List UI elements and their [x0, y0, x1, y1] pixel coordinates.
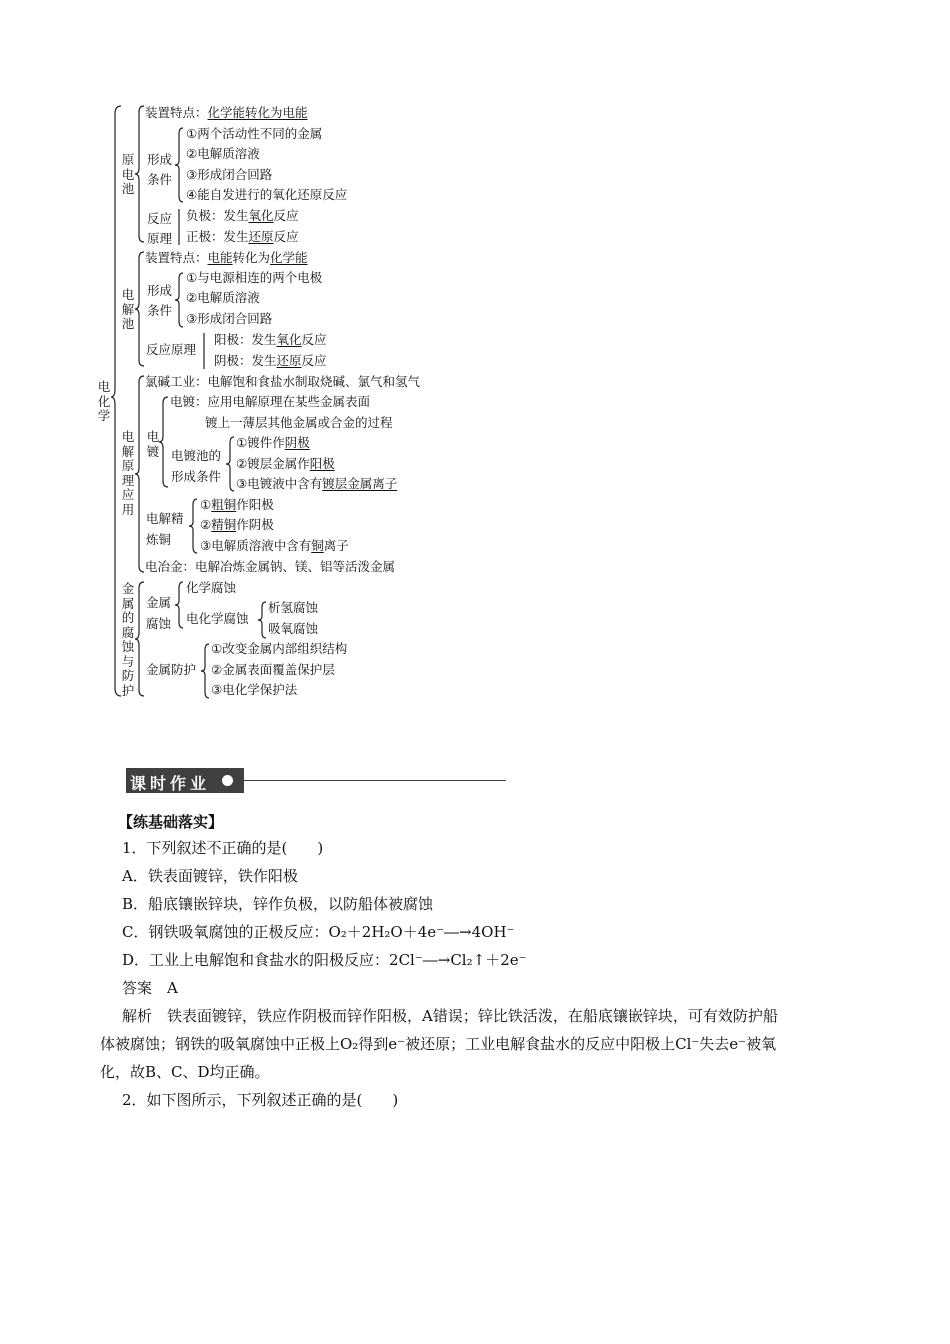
- oxygen-absorption-corrosion: 吸氧腐蚀: [268, 621, 319, 636]
- banner-dot-icon: [222, 775, 233, 786]
- plating-definition-1: 电镀：应用电解原理在某些金属表面: [170, 394, 371, 409]
- plating-condition-3: ③电镀液中含有镀层金属离子: [236, 476, 398, 491]
- chlor-alkali: 氯碱工业：电解饱和食盐水制取烧碱、氯气和氢气: [145, 374, 421, 389]
- q1-analysis-line-3: 化，故B、C、D均正确。: [100, 1063, 270, 1081]
- refining-item-2: ②精铜作阴极: [200, 517, 274, 532]
- protection-1: ①改变金属内部组织结构: [211, 641, 348, 656]
- q1-option-d: D．工业上电解饱和食盐水的阳极反应：2Cl⁻―→Cl₂↑＋2e⁻: [122, 951, 527, 969]
- plating-brace: [158, 395, 170, 489]
- plating-cell-brace: [226, 435, 236, 493]
- plating-cell-label: 电镀池的 形成条件: [171, 448, 222, 484]
- refining-item-3: ③电解质溶液中含有铜离子: [200, 538, 349, 553]
- application-label: 电解原理应用: [121, 429, 135, 517]
- q1-analysis-line-2: 体被腐蚀；钢铁的吸氧腐蚀中正极上O₂得到e⁻被还原；工业电解食盐水的反应中阳极上Cl⁻失去e⁻被氧: [100, 1035, 777, 1053]
- electrolytic-anode: 阳极：发生氧化反应: [214, 332, 327, 347]
- refining-brace: [189, 497, 199, 555]
- protection-3: ③电化学保护法: [211, 682, 298, 697]
- galvanic-condition-4: ④能自发进行的氧化还原反应: [186, 187, 348, 202]
- galvanic-form-label: 形成 条件: [147, 152, 173, 187]
- galvanic-condition-2: ②电解质溶液: [186, 146, 260, 161]
- corrosion-label: 金属的腐蚀与防护: [121, 581, 135, 698]
- electrolytic-condition-3: ③形成闭合回路: [186, 311, 273, 326]
- q1-analysis-line-1: 解析 铁表面镀锌，铁应作阴极而锌作阳极，A错误；锌比铁活泼，在船底镶嵌锌块，可有效防护船: [122, 1007, 778, 1025]
- electrolytic-condition-1: ①与电源相连的两个电极: [186, 270, 323, 285]
- root-label: 电化学: [97, 379, 111, 423]
- plating-condition-1: ①镀件作阴极: [236, 435, 310, 450]
- plating-condition-2: ②镀层金属作阳极: [236, 456, 335, 471]
- galvanic-condition-3: ③形成闭合回路: [186, 167, 273, 182]
- section-heading: 【练基础落实】: [118, 813, 224, 831]
- electro-metallurgy: 电冶金：电解冶炼金属钠、镁、铝等活泼金属: [145, 559, 396, 574]
- protection-label: 金属防护: [146, 662, 197, 677]
- electrolytic-label: 电解池: [121, 287, 135, 331]
- galvanic-principle-brace: [176, 208, 182, 246]
- application-brace: [134, 374, 146, 574]
- q1-stem: 1．下列叙述不正确的是( ): [122, 839, 324, 857]
- corrosion-type-label: 金属 腐蚀: [146, 595, 172, 631]
- galvanic-label: 原电池: [121, 152, 135, 196]
- protection-brace: [201, 642, 211, 700]
- plating-label: 电镀: [146, 429, 160, 459]
- galvanic-positive: 正极：发生还原反应: [186, 229, 299, 244]
- galvanic-negative: 负极：发生氧化反应: [186, 208, 299, 223]
- corrosion-type-brace: [175, 580, 185, 630]
- electrolytic-device: 装置特点：电能转化为化学能: [145, 250, 308, 265]
- plating-definition-2: 镀上一薄层其他金属或合金的过程: [205, 415, 393, 430]
- electrolytic-form-brace: [175, 271, 185, 329]
- electrolytic-cathode: 阴极：发生还原反应: [214, 353, 327, 368]
- electrolytic-condition-2: ②电解质溶液: [186, 290, 260, 305]
- protection-2: ②金属表面覆盖保护层: [211, 662, 335, 677]
- refining-item-1: ①粗铜作阳极: [200, 497, 274, 512]
- corrosion-brace: [134, 580, 146, 698]
- q1-answer: 答案 A: [122, 979, 178, 997]
- electrochemical-brace: [258, 600, 268, 640]
- banner-rule: [244, 780, 506, 781]
- hydrogen-evolution-corrosion: 析氢腐蚀: [268, 600, 319, 615]
- electrolytic-form-label: 形成 条件: [147, 283, 173, 318]
- chemical-corrosion: 化学腐蚀: [186, 580, 237, 595]
- galvanic-brace: [134, 104, 146, 244]
- q1-option-c: C．钢铁吸氧腐蚀的正极反应：O₂＋2H₂O＋4e⁻―→4OH⁻: [122, 923, 515, 941]
- refining-label: 电解精 炼铜: [146, 511, 184, 547]
- galvanic-principle-label: 反应 原理: [147, 211, 173, 246]
- electrolytic-principle-label: 反应原理: [146, 342, 197, 357]
- q2-stem: 2．如下图所示，下列叙述正确的是( ): [122, 1091, 399, 1109]
- galvanic-condition-1: ①两个活动性不同的金属: [186, 126, 323, 141]
- electrolytic-principle-brace: [201, 332, 207, 370]
- electrolytic-brace: [134, 250, 146, 368]
- galvanic-form-brace: [175, 126, 185, 204]
- q1-option-a: A．铁表面镀锌，铁作阳极: [122, 867, 298, 885]
- electrochemical-corrosion: 电化学腐蚀: [186, 611, 249, 626]
- q1-option-b: B．船底镶嵌锌块，锌作负极，以防船体被腐蚀: [122, 895, 434, 913]
- galvanic-device: 装置特点：化学能转化为电能: [145, 105, 308, 120]
- homework-title: 课时作业: [130, 774, 211, 793]
